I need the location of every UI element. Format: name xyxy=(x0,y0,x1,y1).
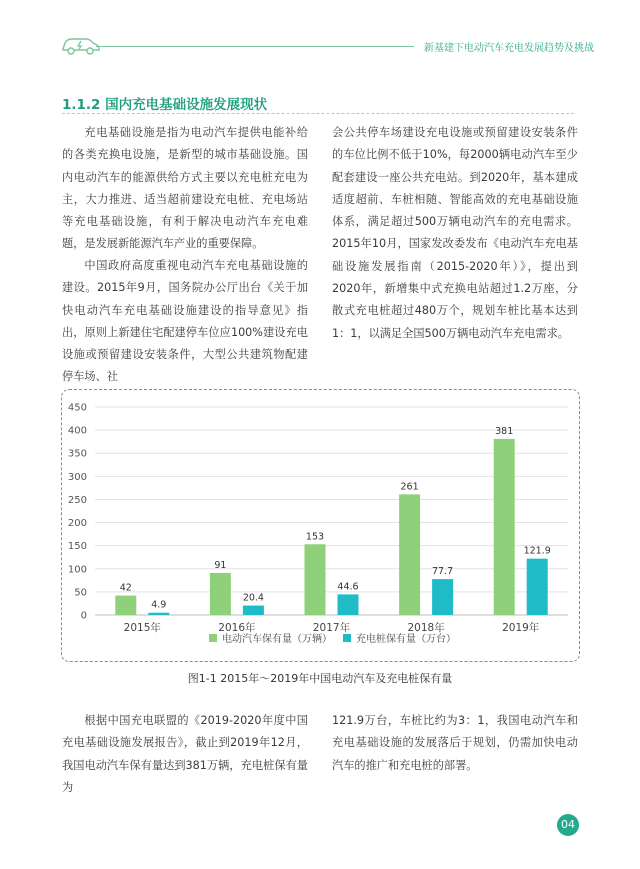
legend-swatch xyxy=(343,634,351,642)
y-tick-label: 150 xyxy=(67,541,87,553)
section-divider xyxy=(62,113,574,114)
data-label: 153 xyxy=(305,531,325,543)
body-paragraph-3: 会公共停车场建设充电设施或预留建设安装条件的车位比例不低于10%，每2000辆电动汽车至少配套建设一座公共充电站。到2020年，基本建成适度超前、车桩相随、智能高效的充电基础设施体系，满足超过500万辆电动汽车的充电需求。2015年10月，国家发改委发布《电动汽车充电基础设施发展指南（2015-2020年）》，提出到2020年，新增集中式充换电站超过1.2万座，分散式充电桩超过480万个，规划车桩比基本达到1：1，以满足全国500万辆电动汽车充电需求。 xyxy=(332,126,578,340)
bar-charger xyxy=(148,613,169,615)
data-label: 20.4 xyxy=(242,592,264,604)
bar-charger xyxy=(243,606,264,615)
y-tick-label: 0 xyxy=(80,610,87,622)
bar-charger xyxy=(338,594,359,615)
bar-ev xyxy=(494,439,515,615)
y-tick-label: 400 xyxy=(67,425,87,437)
data-label: 381 xyxy=(495,425,514,437)
legend-swatch xyxy=(209,634,217,642)
page-number: 04 xyxy=(557,814,579,836)
bar-chart xyxy=(61,389,580,662)
y-tick-label: 50 xyxy=(74,587,87,599)
section-title: 1.1.2 国内充电基础设施发展现状 xyxy=(62,97,268,113)
header-title: 新基建下电动汽车充电发展趋势及挑战 xyxy=(424,43,594,54)
figure-caption: 图1-1 2015年～2019年中国电动汽车及充电桩保有量 xyxy=(187,672,453,685)
data-label: 42 xyxy=(119,582,132,594)
x-tick-label: 2015年 xyxy=(123,622,161,634)
body-paragraph-1: 充电基础设施是指为电动汽车提供电能补给的各类充换电设施，是新型的城市基础设施。国内电动汽车的能源供给方式主要以充电桩充电为主，大力推进、适当超前建设充电桩、充电场站等充电基础设施，有利于解决电动汽车充电难题，是发展新能源汽车产业的重要保障。 xyxy=(62,126,308,251)
data-label: 91 xyxy=(214,559,227,571)
data-label: 121.9 xyxy=(523,545,551,557)
legend-label: 电动汽车保有量（万辆） xyxy=(222,634,332,645)
header-rule xyxy=(96,46,414,47)
bar-ev xyxy=(115,596,136,615)
bar-charger xyxy=(432,579,453,615)
y-tick-label: 300 xyxy=(67,471,87,483)
electric-car-icon xyxy=(60,34,100,56)
data-label: 261 xyxy=(400,481,419,493)
body-paragraph-4: 根据中国充电联盟的《2019-2020年度中国充电基础设施发展报告》，截止到2019年12月，我国电动汽车保有量达到381万辆，充电桩保有量为 xyxy=(62,714,308,794)
bar-ev xyxy=(305,544,326,615)
bar-ev xyxy=(399,494,420,615)
y-tick-label: 350 xyxy=(67,448,87,460)
legend-label: 充电桩保有量（万台） xyxy=(356,634,456,645)
x-tick-label: 2017年 xyxy=(312,622,351,634)
body-paragraph-5: 121.9万台，车桩比约为3：1，我国电动汽车和充电基础设施的发展落后于规划，仍需加快电动汽车的推广和充电桩的部署。 xyxy=(332,714,578,772)
bar-ev xyxy=(210,573,231,615)
bar-charger xyxy=(527,559,548,615)
y-tick-label: 200 xyxy=(67,518,87,530)
y-tick-label: 100 xyxy=(67,564,87,576)
data-label: 44.6 xyxy=(337,581,359,593)
x-tick-label: 2016年 xyxy=(218,622,256,634)
x-tick-label: 2018年 xyxy=(407,622,445,634)
body-paragraph-2: 中国政府高度重视电动汽车充电基础设施的建设。2015年9月，国务院办公厅出台《关于加快电动汽车充电基础设施建设的指导意见》指出，原则上新建住宅配建停车位应100%建设充电设施或预留建设安装条件，大型公共建筑物配建停车场、社 xyxy=(62,259,308,384)
y-tick-label: 450 xyxy=(67,402,87,414)
x-tick-label: 2019年 xyxy=(502,622,540,634)
data-label: 77.7 xyxy=(432,566,454,578)
y-tick-label: 250 xyxy=(67,494,87,506)
data-label: 4.9 xyxy=(151,599,167,611)
